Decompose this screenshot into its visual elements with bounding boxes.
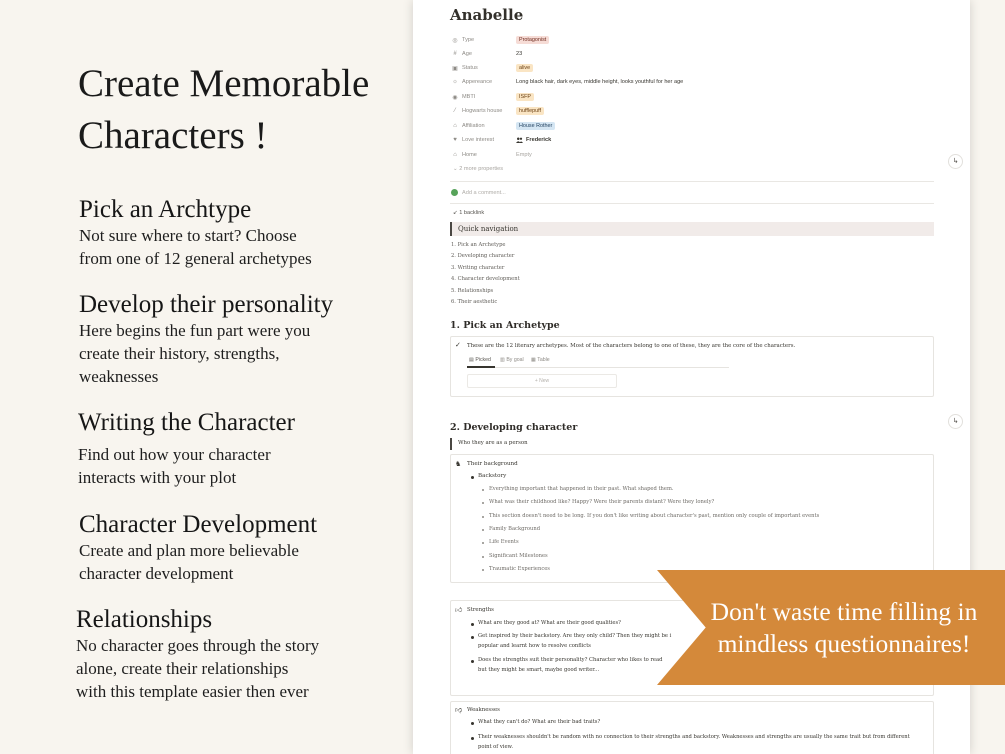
backlink-label: 1 backlink xyxy=(459,210,485,216)
more-properties-toggle[interactable] xyxy=(453,166,503,172)
property-value[interactable] xyxy=(516,133,551,147)
backstory-item: Family Background xyxy=(489,526,541,532)
feature-archetype xyxy=(79,196,312,270)
property-affiliation[interactable] xyxy=(451,119,516,133)
building-icon: ⌂ xyxy=(453,123,457,129)
property-age[interactable] xyxy=(451,47,516,61)
weaknesses-callout xyxy=(450,701,934,754)
bullet xyxy=(471,660,474,663)
property-value[interactable] xyxy=(516,119,555,133)
horse-icon: ♞ xyxy=(455,460,462,468)
love-interest-value: Frederick xyxy=(526,137,552,143)
toc-item[interactable]: 1. Pick an Archetype xyxy=(451,242,506,248)
property-mbti[interactable] xyxy=(451,90,516,104)
new-card-button[interactable]: + New xyxy=(467,374,617,388)
lightbulb-icon: ☼ xyxy=(452,79,458,85)
feature-personality xyxy=(79,291,333,388)
feature-line: alone, create their relationships xyxy=(76,659,289,678)
feature-title: Develop their personality xyxy=(79,291,334,318)
property-love-interest[interactable] xyxy=(451,133,516,147)
hash-icon: # xyxy=(453,51,457,57)
feature-line: interacts with your plot xyxy=(78,468,237,487)
feature-title: Relationships xyxy=(76,606,213,633)
strengths-title: Strengths xyxy=(467,607,494,613)
active-tab-indicator xyxy=(467,366,495,368)
toc-item[interactable]: 5. Relationships xyxy=(451,288,494,294)
feature-development xyxy=(79,511,317,585)
feature-line: from one of 12 general archetypes xyxy=(79,249,312,268)
affiliation-tag: House Rother xyxy=(516,122,555,130)
feature-line: Here begins the fun part were you xyxy=(79,321,311,340)
title-line-2: Characters ! xyxy=(78,114,268,157)
backstory-item: Traumatic Experiences xyxy=(489,566,550,572)
page-title[interactable]: Anabelle xyxy=(450,6,524,24)
tab-label: Table xyxy=(537,357,550,363)
heart-icon: ♥ xyxy=(453,137,457,143)
property-label: MBTI xyxy=(462,94,476,100)
background-title: Their background xyxy=(467,461,518,467)
feature-line: with this template easier then ever xyxy=(76,682,309,701)
board-icon: ▥ xyxy=(500,357,507,363)
backstory-item: Life Events xyxy=(489,539,519,545)
quick-navigation-heading: Quick navigation xyxy=(450,222,934,236)
feature-line: Create and plan more believable xyxy=(79,541,299,560)
strengths-item: What are they good at? What are their good qualities? xyxy=(478,620,621,626)
property-label: Affiliation xyxy=(462,123,485,129)
property-label: Hogwarts house xyxy=(462,108,503,114)
property-value[interactable] xyxy=(516,148,532,162)
tab-table[interactable] xyxy=(531,357,550,363)
weaknesses-item: point of view. xyxy=(478,744,514,750)
tab-label: By goal xyxy=(506,357,524,363)
arrow-icon: ↙ xyxy=(453,210,460,216)
property-label: Home xyxy=(462,152,477,158)
thumbs-up-icon: 👍︎ xyxy=(455,606,463,614)
property-label: Status xyxy=(462,65,478,71)
weaknesses-item: Their weaknesses shouldn't be random with no connection to their strengths and backstory. Weaknesses and strengths are usually the same trait but from different xyxy=(478,734,910,740)
property-type[interactable] xyxy=(451,33,516,47)
property-value[interactable] xyxy=(516,61,533,75)
strengths-item: but they might be smart, maybe good writer... xyxy=(478,667,600,673)
property-label: Appereance xyxy=(462,79,493,85)
section-heading-archetype: 1. Pick an Archetype xyxy=(450,320,560,331)
table-icon: ▦ xyxy=(531,357,538,363)
wand-icon: ⁄ xyxy=(454,108,456,114)
tab-label: Picked xyxy=(475,357,491,363)
checkmark-icon: ✓ xyxy=(455,341,461,349)
status-tag: alive xyxy=(516,64,533,72)
property-status[interactable] xyxy=(451,61,516,75)
more-properties-label: 2 more properties xyxy=(459,166,504,172)
feature-line: character development xyxy=(79,564,234,583)
toc-item[interactable]: 2. Developing character xyxy=(451,253,515,259)
backstory-item: This section doesn't need to be long. If you don't like writing about character's past, mention only couple of important events xyxy=(489,513,820,519)
feature-relationships xyxy=(76,606,319,703)
marketing-title xyxy=(78,58,369,162)
tab-picked[interactable] xyxy=(469,357,491,363)
property-appearance[interactable] xyxy=(451,75,516,89)
divider xyxy=(450,203,934,204)
strengths-item: Get inspired by their backstory. Are they only child? Then they might be i xyxy=(478,633,672,639)
appearance-value: Long black hair, dark eyes, middle height, looks youthful for her age xyxy=(516,79,684,85)
feature-line: Not sure where to start? Choose xyxy=(79,226,297,245)
property-label: Love interest xyxy=(462,137,495,143)
weaknesses-item: What they can't do? What are their bad traits? xyxy=(478,719,601,725)
quote-bar xyxy=(450,438,452,450)
callout-text: These are the 12 literary archetypes. Most of the characters belong to one of these, they are the core of the characters. xyxy=(467,343,796,349)
toc-item[interactable]: 6. Their aesthetic xyxy=(451,299,498,305)
weaknesses-title: Weaknesses xyxy=(467,707,500,713)
home-icon: ⌂ xyxy=(453,152,457,158)
toc-item[interactable]: 3. Writing character xyxy=(451,265,505,271)
property-value[interactable] xyxy=(516,90,534,104)
tag-icon: ◎ xyxy=(452,37,458,44)
feature-line: create their history, strengths, xyxy=(79,344,280,363)
feature-writing xyxy=(78,409,295,489)
feature-title: Character Development xyxy=(79,511,318,538)
backlink-toggle[interactable] xyxy=(453,210,484,216)
bullet xyxy=(471,737,474,740)
comment-placeholder: Add a comment... xyxy=(462,189,506,196)
chevron-down-icon: ⌄ xyxy=(453,166,460,172)
banner-line-1: Don't waste time filling in xyxy=(710,597,978,626)
type-tag: Protagonist xyxy=(516,36,549,44)
tab-by-goal[interactable] xyxy=(500,357,524,363)
bullet xyxy=(471,476,474,479)
home-value: Empty xyxy=(516,152,532,158)
status-icon: ▣ xyxy=(452,65,458,72)
property-label: Type xyxy=(462,37,475,43)
property-value[interactable] xyxy=(516,47,522,61)
backstory-item: What was their childhood like? Happy? Were their parents distant? Were they lonely? xyxy=(489,499,715,505)
feature-line: weaknesses xyxy=(79,367,159,386)
reply-icon[interactable]: ↳ xyxy=(948,414,963,429)
banner-line-2: mindless questionnaires! xyxy=(717,629,971,658)
bullet xyxy=(471,623,474,626)
section-heading-developing: 2. Developing character xyxy=(450,422,578,433)
strengths-item: Does the strengths suit their personality? Character who likes to read xyxy=(478,657,663,663)
tabs-underline xyxy=(467,367,729,368)
title-line-1: Create Memorable xyxy=(78,62,370,105)
reply-icon[interactable]: ↳ xyxy=(948,154,963,169)
quote-text: Who they are as a person xyxy=(458,440,528,446)
backstory-label: Backstory xyxy=(478,473,507,479)
feature-line: No character goes through the story xyxy=(76,636,320,655)
property-value[interactable] xyxy=(516,33,549,47)
age-value: 23 xyxy=(516,51,523,57)
divider xyxy=(450,181,934,182)
feature-title: Writing the Character xyxy=(78,409,295,436)
property-house[interactable] xyxy=(451,104,516,118)
feature-title: Pick an Archtype xyxy=(79,196,252,223)
property-value[interactable] xyxy=(516,75,683,89)
comment-input[interactable] xyxy=(451,189,506,196)
bullet xyxy=(471,636,474,639)
gallery-icon: ▤ xyxy=(469,357,476,363)
backstory-item: Everything important that happened in their past. What shaped them. xyxy=(489,486,674,492)
property-home[interactable] xyxy=(451,148,516,162)
thumbs-down-icon: 👎︎ xyxy=(455,706,463,714)
backstory-item: Significant Milestones xyxy=(489,553,548,559)
promo-banner-text xyxy=(700,596,988,660)
circle-icon: ◉ xyxy=(452,94,458,101)
bullet xyxy=(471,722,474,725)
people-icon xyxy=(516,137,523,143)
strengths-item: popular and learnt how to resolve conflicts xyxy=(478,643,591,649)
house-tag: hufflepuff xyxy=(516,107,544,115)
avatar xyxy=(451,189,458,196)
property-label: Age xyxy=(462,51,472,57)
mbti-tag: ISFP xyxy=(516,93,534,101)
toc-item[interactable]: 4. Character development xyxy=(451,276,520,282)
property-value[interactable] xyxy=(516,104,544,118)
feature-line: Find out how your character xyxy=(78,445,271,464)
